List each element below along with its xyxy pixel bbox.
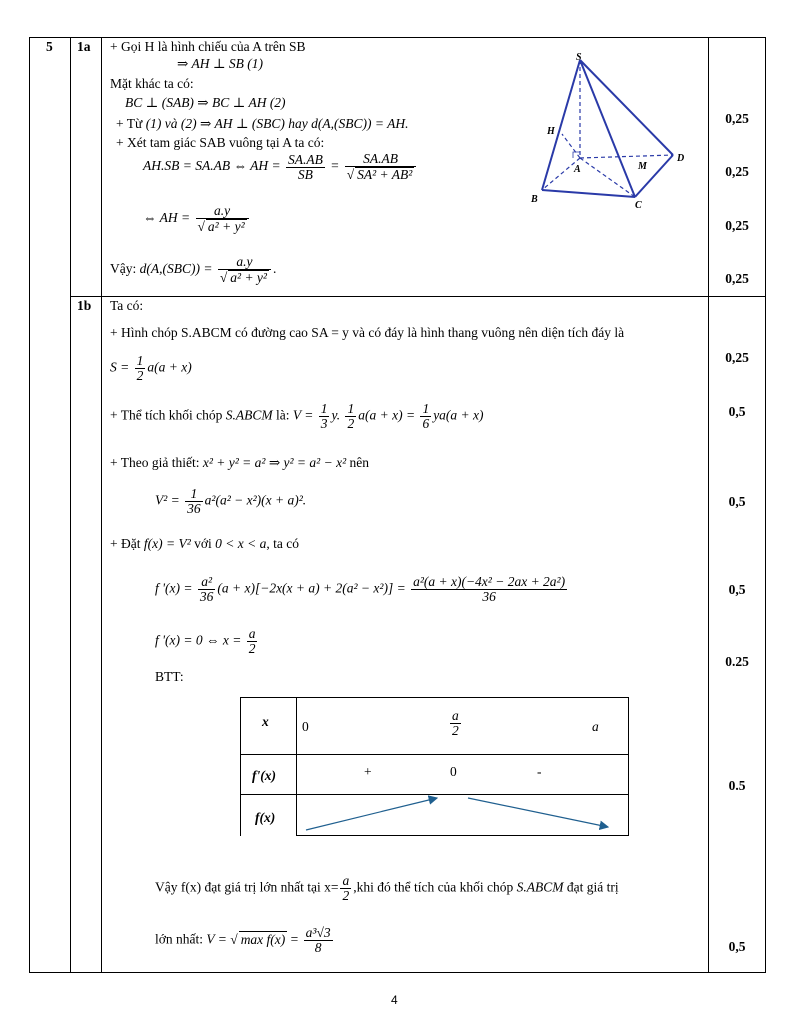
vt-x-mid: $\frac{a}{2}$ [452,708,459,738]
vt-arrows [296,794,629,836]
part-b-hypothesis: + Theo giả thiết: x² + y² = a² ⇒ y² = a² − x² nên [110,455,369,470]
part-a-eq1: AH.SB = SA.AB ⇔ AH = $\frac{SA.AB}{SB}$ = $\frac{SA.AB}{\text{√ SA² + AB²}}$ [143,152,418,182]
score-b-1: 0,25 [725,350,749,365]
part-b-label: 1b [77,298,92,313]
part-a-line5: + Từ (1) và (2) ⇒ AH ⊥ (SBC) hay d(A,(SBC)) = AH. [116,116,409,131]
increase-arrow [306,798,437,830]
table-border-top [29,37,766,38]
score-b-2: 0,5 [728,404,746,419]
vt-x-start: 0 [302,719,309,734]
vt-sign-zero: 0 [450,764,457,779]
vertex-c-label: C [635,200,642,211]
table-divider-content [101,37,102,973]
part-a-line6: + Xét tam giác SAB vuông tại A ta có: [116,135,325,150]
pyramid-figure [525,48,695,213]
page-number: 4 [391,993,398,1007]
score-b-6: 0.5 [728,778,746,793]
vt-sign-plus: + [364,764,372,779]
vt-row-x: x [262,714,269,729]
vertex-a-label: A [574,164,581,175]
score-b-3: 0,5 [728,494,746,509]
part-b-v-squared: V² = $\frac{1}{36}$ a²(a² − x²)(x + a)². [155,486,307,516]
score-a-4: 0,25 [725,271,749,286]
vertex-d-label: D [677,153,685,164]
score-b-7: 0,5 [728,939,746,954]
score-a-3: 0,25 [725,218,749,233]
pyramid-labels [530,52,684,211]
vt-sign-minus: - [537,764,542,779]
part-a-line2: ⇒ AH ⊥ SB (1) [177,56,263,71]
part-b-volume: + Thể tích khối chóp S.ABCM là: V = $\frac{1}{3}$ y. $\frac{1}{2}$ a(a + x) = $\frac{1}{6}$ ya(a + x) [110,401,484,431]
table-divider-label [70,37,71,973]
table-border-left [29,37,30,973]
vertex-b-label: B [531,194,538,205]
part-a-eq2: ⇔ AH = $\frac{a.y}{\text{√ a² + y²}}$ [143,204,251,234]
problem-number: 5 [46,39,53,54]
score-a-1: 0,25 [725,111,749,126]
vertex-m-label: M [638,161,647,172]
part-a-line3: Mặt khác ta có: [110,76,194,91]
part-a-conclusion: Vậy: d(A,(SBC)) = $\frac{a.y}{\text{√ a² + y²}}$ . [110,254,277,285]
table-border-bottom [29,972,766,973]
table-row-divider [70,296,766,297]
part-a-line1: + Gọi H là hình chiếu của A trên SB [110,39,306,54]
variation-table [240,697,629,836]
score-a-2: 0,25 [725,164,749,179]
decrease-arrow [468,798,608,827]
pyramid-solid-edges [542,60,673,197]
part-a-label: 1a [77,39,91,54]
table-border-right [765,37,766,973]
part-b-final-2: lớn nhất: V = √ max f(x) = $\frac{\text{a³√3}}{8}$ [155,925,331,955]
score-b-5: 0.25 [725,654,749,669]
vertex-s-label: S [576,52,582,63]
vt-row-fp: f'(x) [252,768,276,783]
score-b-4: 0,5 [728,582,746,597]
part-b-intro: Ta có: [110,298,144,313]
part-b-definition: + Đặt f(x) = V² với 0 < x < a, ta có [110,536,299,551]
vt-x-end: a [592,719,599,734]
part-b-base-text: + Hình chóp S.ABCM có đường cao SA = y và có đáy là hình thang vuông nên diện tích đáy là [110,325,625,340]
part-b-critical-point: f '(x) = 0 ⇔ x = $\frac{a}{2}$ [155,626,256,656]
vertex-h-label: H [547,126,555,137]
part-b-area: S = $\frac{1}{2}$ a(a + x) [110,353,192,383]
part-b-derivative: f '(x) = $\frac{\text{a²}}{36}$ (a + x)[−2x(x + a) + 2(a² − x²)] = $\frac{\text{a²(a + x)(−4x² − 2ax + 2a²)}}{36}$ [155,574,566,604]
vt-row-f: f(x) [255,810,276,825]
part-b-final-1: Vậy f(x) đạt giá trị lớn nhất tại x= $\frac{a}{2}$ ,khi đó thể tích của khối chóp S.ABCM đạt giá trị [155,873,619,903]
part-a-line4: BC ⊥ (SAB) ⇒ BC ⊥ AH (2) [125,95,286,110]
btt-label: BTT: [155,669,184,684]
